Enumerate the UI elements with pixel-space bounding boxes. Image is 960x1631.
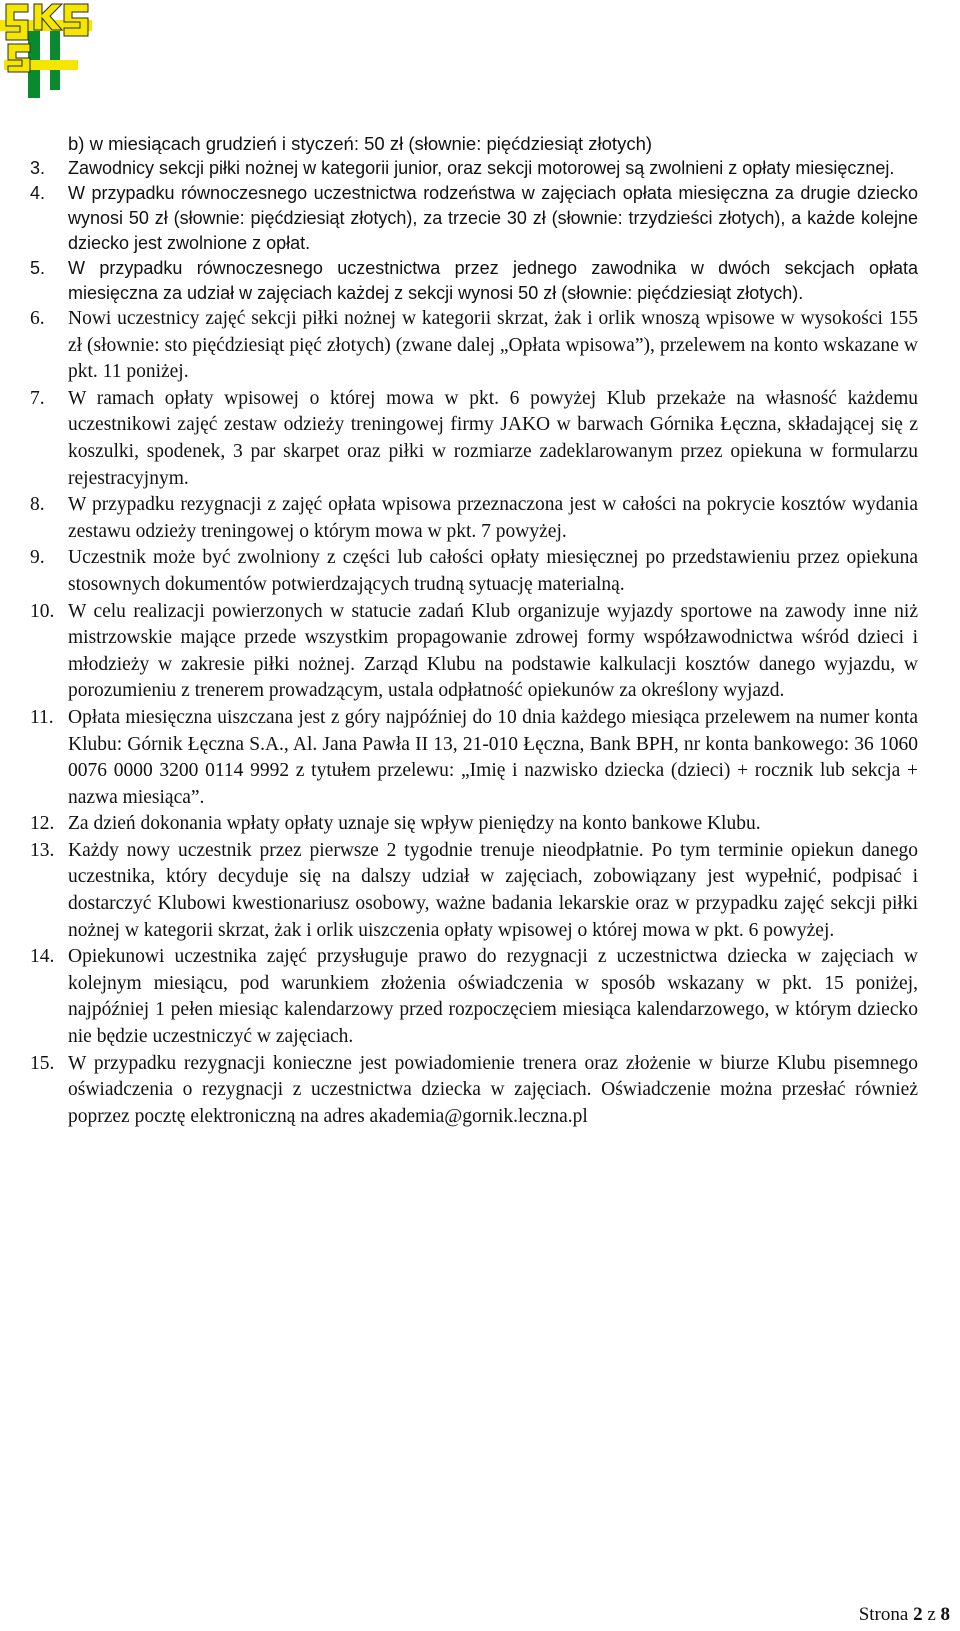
club-logo-icon	[0, 0, 92, 100]
list-item-number: 5.	[30, 258, 46, 278]
list-item-text: W przypadku rezygnacji z zajęć opłata wpisowa przeznaczona jest w całości na pokrycie kosztów wydania zestawu odzieży treningowej o którym mowa w pkt. 7 powyżej.	[68, 494, 918, 542]
list-item-text: Każdy nowy uczestnik przez pierwsze 2 tygodnie trenuje nieodpłatnie. Po tym terminie opiekun danego uczestnika, który decyduje się na dalszy udział w zajęciach, zobowiązany jest wypełnić, podpisać i dostarczyć Klubowi kwestionariusz osobowy, ważne badania lekarskie oraz w przypadku zajęć sekcji piłki nożnej w kategorii skrzat, żak i orlik uiszczenia opłaty wpisowej o której mowa w pkt. 6 powyżej.	[68, 839, 918, 941]
list-item-number: 4.	[30, 183, 46, 203]
list-item-text: W przypadku rezygnacji konieczne jest powiadomienie trenera oraz złożenie w biurze Klubu pisemnego oświadczenia o rezygnacji z uczestnictwa dziecka w zajęciach. Oświadczenie można przesłać również poprzez pocztę elektroniczną na adres akademia@gornik.leczna.pl	[68, 1052, 918, 1127]
list-item-number: 14.	[30, 946, 55, 968]
list-item	[30, 156, 918, 181]
list-item-text: Za dzień dokonania wpłaty opłaty uznaje się wpływ pieniędzy na konto bankowe Klubu.	[68, 813, 761, 835]
list-item-text: W celu realizacji powierzonych w statucie zadań Klub organizuje wyjazdy sportowe na zawody inne niż mistrzowskie mające przede wszystkim propagowanie zdrowej formy współzawodnictwa wśród dzieci i młodzieży w zakresie piłki nożnej. Zarząd Klubu na podstawie kalkulacji kosztów danego wyjazdu, w porozumieniu z trenerem prowadzącym, ustala odpłatność opiekunów za określony wyjazd.	[68, 600, 918, 702]
list-item-text: Zawodnicy sekcji piłki nożnej w kategorii junior, oraz sekcji motorowej są zwolnieni z opłaty miesięcznej.	[68, 158, 895, 178]
list-item-number: 6.	[30, 308, 45, 329]
footer-separator: z	[927, 1604, 936, 1625]
document-body	[30, 131, 918, 1130]
list-item-number: 7.	[30, 387, 45, 409]
list-item-number: 9.	[30, 547, 45, 569]
list-item-number: 8.	[30, 494, 45, 516]
footer-total: 8	[940, 1604, 950, 1625]
list-item-text: W przypadku równoczesnego uczestnictwa przez jednego zawodnika w dwóch sekcjach opłata miesięczna za udział w zajęciach każdej z sekcji wynosi 50 zł (słownie: pięćdziesiąt złotych).	[68, 258, 918, 303]
list-item	[30, 545, 918, 598]
list-item-text: Opiekunowi uczestnika zajęć przysługuje prawo do rezygnacji z uczestnictwa dziecka w zajęciach w kolejnym miesiącu, pod warunkiem złożenia oświadczenia w sposób wskazany w pkt. 15 poniżej, najpóźniej 1 pełen miesiąc kalendarzowy przed rozpoczęciem miesiąca kalendarzowego, w którym dziecko nie będzie uczestniczyć w zajęciach.	[68, 946, 918, 1048]
intro-line: b) w miesiącach grudzień i styczeń: 50 zł (słownie: pięćdziesiąt złotych)	[68, 133, 653, 154]
list-item	[30, 705, 918, 811]
list-item-number: 12.	[30, 813, 55, 835]
list-item-text: W ramach opłaty wpisowej o której mowa w pkt. 6 powyżej Klub przekaże na własność każdemu uczestnikowi zajęć zestaw odzieży treningowej firmy JAKO w barwach Górnika Łęczna, składającej się z koszulki, spodenek, 3 par skarpet oraz piłki w rozmiarze zadeklarowanym przez opiekuna w formularzu rejestracyjnym.	[68, 387, 918, 489]
list-item-text: W przypadku równoczesnego uczestnictwa rodzeństwa w zajęciach opłata miesięczna za drugie dziecko wynosi 50 zł (słownie: pięćdziesiąt złotych), za trzecie 30 zł (słownie: trzydzieści złotych), a każde kolejne dziecko jest zwolnione z opłat.	[68, 183, 918, 253]
list-item-number: 15.	[30, 1052, 55, 1074]
list-item-text: Opłata miesięczna uiszczana jest z góry najpóźniej do 10 dnia każdego miesiąca przelewem na numer konta Klubu: Górnik Łęczna S.A., Al. Jana Pawła II 13, 21-010 Łęczna, Bank BPH, nr konta bankowego: 36 1060 0076 0000 3200 0114 9992 z tytułem przelewu: „Imię i nazwisko dziecka (dzieci) + rocznik lub sekcja + nazwa miesiąca”.	[68, 706, 918, 808]
list-item-number: 11.	[30, 706, 54, 728]
list-item	[30, 492, 918, 545]
list-item-number: 3.	[30, 158, 46, 178]
list-item	[30, 944, 918, 1050]
footer-prefix: Strona	[858, 1604, 909, 1625]
list-item	[30, 256, 918, 306]
list-item	[30, 306, 918, 386]
list-item	[30, 599, 918, 705]
footer-page: 2	[913, 1604, 923, 1625]
list-item	[30, 838, 918, 944]
list-item	[30, 181, 918, 256]
numbered-list	[30, 156, 918, 1130]
list-item-text: Uczestnik może być zwolniony z części lub całości opłaty miesięcznej po przedstawieniu przez opiekuna stosownych dokumentów potwierdzających trudną sytuację materialną.	[68, 547, 918, 595]
page-footer	[859, 1604, 950, 1626]
list-item-text: Nowi uczestnicy zajęć sekcji piłki nożnej w kategorii skrzat, żak i orlik wnoszą wpisowe w wysokości 155 zł (słownie: sto pięćdziesiąt pięć złotych) (zwane dalej „Opłata wpisowa”), przelewem na konto wskazane w pkt. 11 poniżej.	[68, 308, 918, 383]
list-item-number: 13.	[30, 839, 55, 861]
list-item-number: 10.	[30, 600, 55, 622]
list-item	[30, 811, 918, 838]
list-item	[30, 1051, 918, 1131]
list-item	[30, 386, 918, 492]
